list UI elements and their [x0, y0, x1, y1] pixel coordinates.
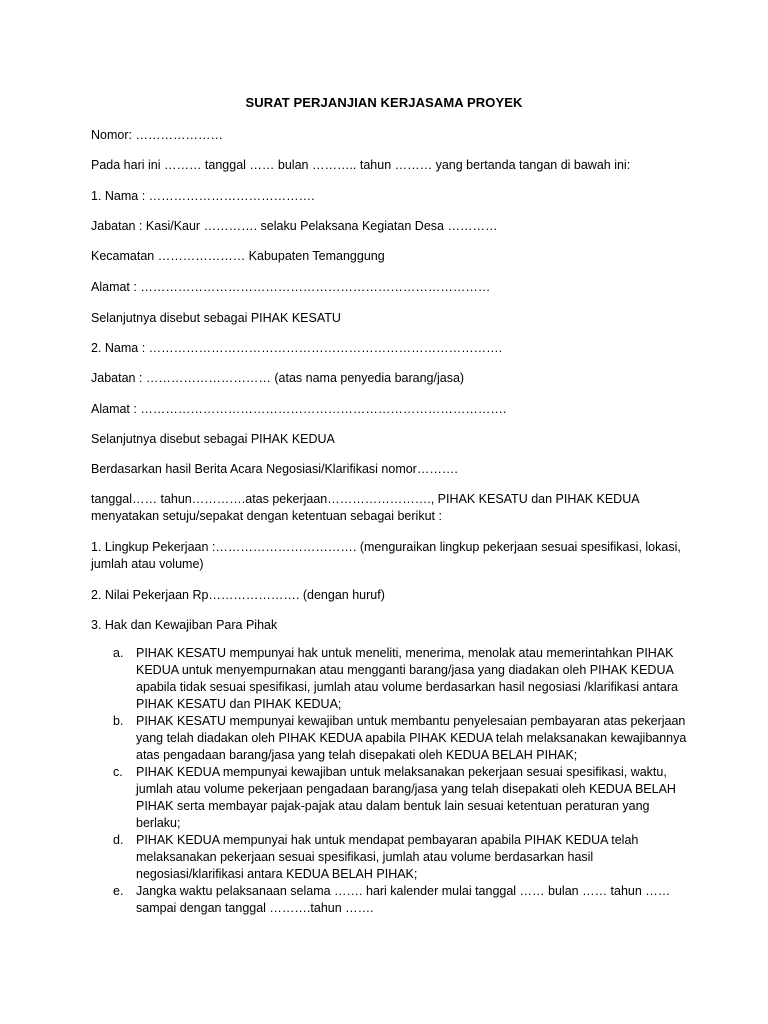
party2-position-line: Jabatan : ………………………… (atas nama penyedia barang/jasa) [91, 371, 465, 385]
list-item-text: PIHAK KEDUA mempunyai kewajiban untuk melaksanakan pekerjaan sesuai spesifikasi, waktu, jumlah atau volume pekerjaan pengadaan barang/jasa yang telah disepakati oleh KEDUA BELAH PIHAK serta membayar pajak-pajak atau dalam bentuk lain sesuai ketentuan peraturan yang berlaku; [136, 765, 676, 830]
list-marker: b. [113, 714, 124, 728]
list-item-text: PIHAK KESATU mempunyai hak untuk meneliti, menerima, menolak atau memerintahkan PIHAK KEDUA untuk menyempurnakan atau mengganti barang/jasa yang diadakan oleh PIHAK KEDUA apabila tidak sesuai spesifikasi, jumlah atau volume berdasarkan hasil negosiasi /klarifikasi antara PIHAK KESATU dan PIHAK KEDUA; [136, 646, 678, 711]
list-item [91, 764, 691, 832]
list-item [91, 832, 691, 883]
rights-list [91, 645, 691, 917]
party2-address-line: Alamat : ……………………………………………………………………………. [91, 402, 507, 416]
nomor-line: Nomor: ………………… [91, 128, 223, 142]
scope-paragraph: 1. Lingkup Pekerjaan :……………………………. (menguraikan lingkup pekerjaan sesuai spesifikasi, lokasi, jumlah atau volume) [91, 540, 681, 571]
list-item-text: PIHAK KEDUA mempunyai hak untuk mendapat pembayaran apabila PIHAK KEDUA telah melaksanakan pekerjaan sesuai spesifikasi, jumlah atau volume berdasarkan hasil negosiasi/klarifikasi antara KEDUA BELAH PIHAK; [136, 833, 639, 881]
party2-designation-line: Selanjutnya disebut sebagai PIHAK KEDUA [91, 432, 335, 446]
party1-district-line: Kecamatan ………………… Kabupaten Temanggung [91, 249, 385, 263]
list-item-text: Jangka waktu pelaksanaan selama ……. hari kalender mulai tanggal …… bulan …… tahun …… sampai dengan tanggal ……….tahun ……. [136, 884, 671, 915]
party2-name-line: 2. Nama : …………………………………………………………………………. [91, 341, 503, 355]
document-title: SURAT PERJANJIAN KERJASAMA PROYEK [245, 95, 523, 110]
list-marker: e. [113, 884, 124, 898]
negotiation-line: Berdasarkan hasil Berita Acara Negosiasi/Klarifikasi nomor………. [91, 462, 458, 476]
list-marker: d. [113, 833, 124, 847]
party1-name-line: 1. Nama : …………………………………. [91, 189, 315, 203]
party1-address-line: Alamat : ………………………………………………………………………… [91, 280, 491, 294]
list-item-text: PIHAK KESATU mempunyai kewajiban untuk membantu penyelesaian pembayaran atas pekerjaan yang telah diadakan oleh PIHAK KEDUA apabila PIHAK KEDUA telah melaksanakan kewajibannya atas pengadaan barang/jasa yang telah disepakati oleh KEDUA BELAH PIHAK; [136, 714, 687, 762]
date-line: Pada hari ini ……… tanggal …… bulan ……….. tahun ……… yang bertanda tangan di bawah ini: [91, 158, 631, 172]
list-item [91, 645, 691, 713]
list-item [91, 883, 691, 917]
list-item [91, 713, 691, 764]
list-marker: c. [113, 765, 123, 779]
contract-value-line: 2. Nilai Pekerjaan Rp…………………. (dengan huruf) [91, 588, 385, 602]
list-marker: a. [113, 646, 124, 660]
agreement-paragraph: tanggal…… tahun………….atas pekerjaan……………………., PIHAK KESATU dan PIHAK KEDUA menyatakan setuju/sepakat dengan ketentuan sebagai berikut : [91, 492, 639, 523]
party1-designation-line: Selanjutnya disebut sebagai PIHAK KESATU [91, 311, 341, 325]
rights-heading: 3. Hak dan Kewajiban Para Pihak [91, 618, 278, 632]
party1-position-line: Jabatan : Kasi/Kaur …………. selaku Pelaksana Kegiatan Desa ………… [91, 219, 498, 233]
